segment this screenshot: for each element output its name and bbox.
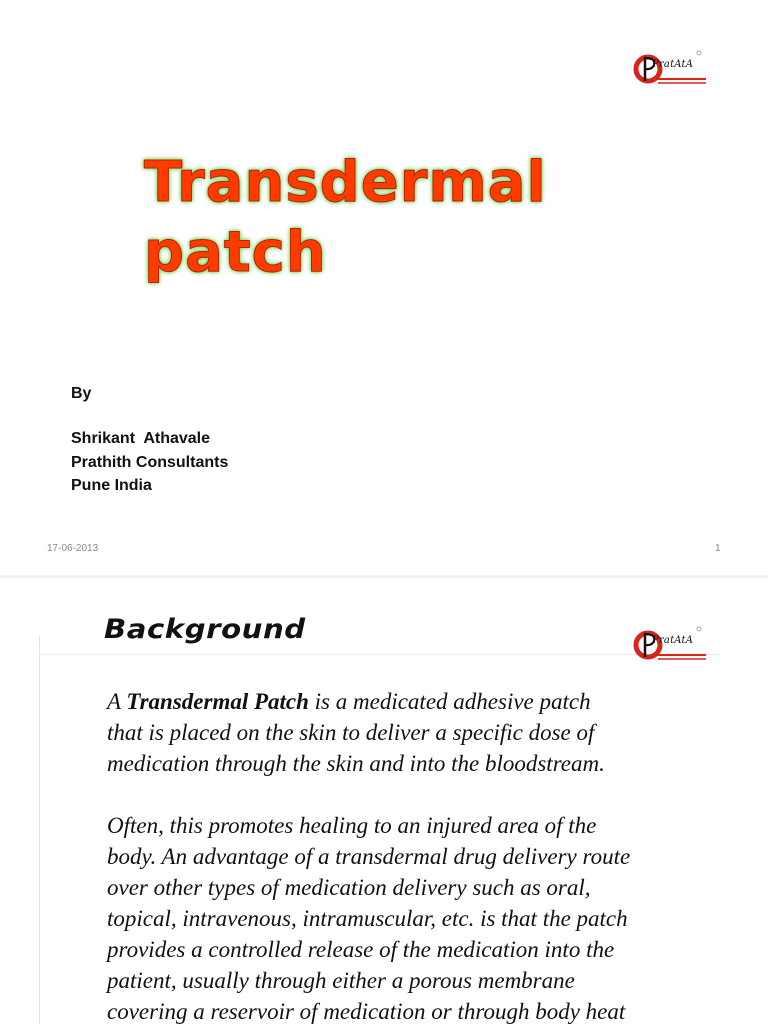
- paragraph-line: [107, 686, 747, 717]
- paragraph-line: patient, usually through either a porous membrane: [107, 968, 575, 993]
- company-logo: [632, 624, 712, 664]
- author-name: Shrikant Athavale: [71, 430, 211, 447]
- author-location: Pune India: [71, 477, 152, 494]
- definition-paragraph: [107, 686, 747, 779]
- paragraph-lead: A: [107, 689, 127, 714]
- logo-text: PratAtA: [652, 59, 694, 70]
- author-by-label: By: [71, 385, 92, 402]
- company-logo: [632, 48, 712, 88]
- paragraph-line: that is placed on the skin to deliver a specific dose of: [107, 720, 595, 745]
- slide-page-number: 1: [715, 543, 721, 554]
- slide-title-line-2: patch: [144, 220, 327, 285]
- paragraph-text: is a medicated adhesive patch: [308, 689, 591, 714]
- background-slide: [0, 578, 768, 1024]
- paragraph-line: body. An advantage of a transdermal drug delivery route: [107, 844, 631, 869]
- slide-title-line-1: Transdermal: [144, 150, 547, 215]
- paragraph-line: covering a reservoir of medication or through body heat: [107, 999, 626, 1024]
- paragraph-line: over other types of medication delivery such as oral,: [107, 875, 591, 900]
- slide-left-rule: [39, 636, 40, 1024]
- logo-text: PratAtA: [652, 635, 694, 646]
- slide-date: 17-06-2013: [47, 543, 99, 554]
- slide-heading-rule: [39, 654, 719, 655]
- paragraph-line: medication through the skin and into the bloodstream.: [107, 751, 605, 776]
- author-company: Prathith Consultants: [71, 454, 229, 471]
- paragraph-line: provides a controlled release of the medication into the: [107, 937, 615, 962]
- paragraph-line: Often, this promotes healing to an injured area of the: [107, 813, 597, 838]
- paragraph-line: topical, intravenous, intramuscular, etc. is that the patch: [107, 906, 628, 931]
- background-heading: Background: [104, 614, 306, 645]
- highlighted-term: Transdermal Patch: [126, 689, 309, 714]
- advantage-paragraph: [107, 810, 747, 1024]
